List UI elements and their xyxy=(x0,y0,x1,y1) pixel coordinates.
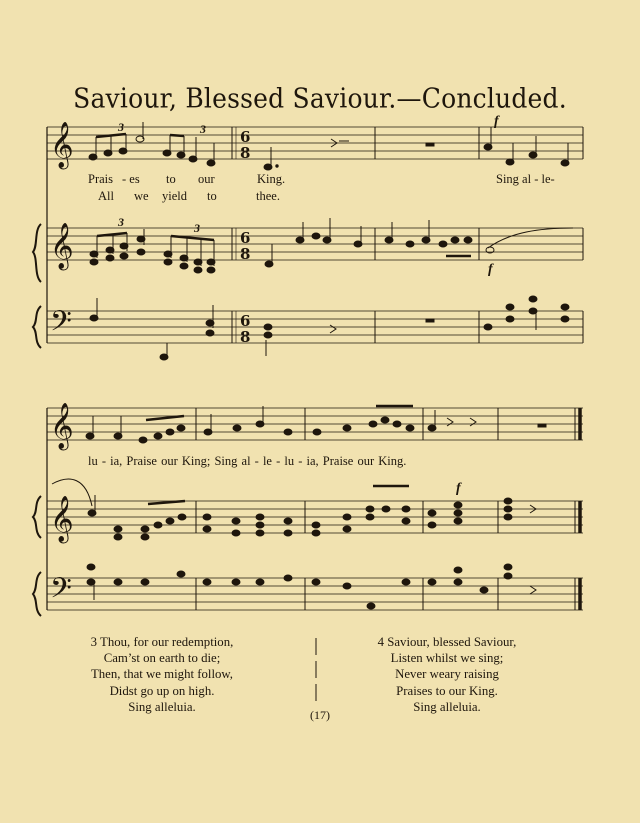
verse-line: Never weary raising xyxy=(395,667,499,682)
verse-line: Cam’st on earth to die; xyxy=(103,651,221,666)
svg-text:6: 6 xyxy=(240,312,251,330)
verse-line: Didst go up on high. xyxy=(109,683,215,698)
voice-staff xyxy=(47,127,583,159)
triplet-mark: 3 xyxy=(200,122,206,136)
voice-notes-m2 xyxy=(86,406,546,443)
triplet-mark: 3 xyxy=(118,215,124,229)
lyric-syllable: King. xyxy=(257,172,286,186)
verse-line: 3 Thou, for our redemption, xyxy=(90,635,234,649)
bass-notes-m1 xyxy=(90,296,569,360)
triplet-mark: 3 xyxy=(118,120,124,134)
verse-line: Then, that we might follow, xyxy=(90,667,234,682)
triplet-mark: 3 xyxy=(194,221,200,235)
time-signature xyxy=(240,128,250,346)
verse-line: Sing alleluia. xyxy=(128,699,196,714)
dynamic-forte: f xyxy=(456,481,461,496)
lyric-syllable: to xyxy=(166,172,176,186)
svg-text:8: 8 xyxy=(240,328,251,346)
treble-clef-icon: 𝄞 xyxy=(50,403,74,449)
verse-line: Sing alleluia. xyxy=(413,699,481,714)
treble-clef-icon: 𝄞 xyxy=(50,223,74,269)
lyric-syllable: to xyxy=(207,189,217,203)
lyric-syllable: - es xyxy=(122,172,140,186)
lyrics-line-3: lu - ia, Praise our King; Sing al - le - lu - ia, Praise our King. xyxy=(88,454,407,468)
treble-clef-icon: 𝄞 xyxy=(50,122,74,168)
system-1 xyxy=(33,127,583,348)
svg-text:8: 8 xyxy=(240,144,251,162)
dynamic-forte: f xyxy=(494,114,499,129)
verse-line: Listen whilst we sing; xyxy=(390,651,504,666)
lyric-syllable: Prais xyxy=(88,172,113,186)
lyric-syllable: yield xyxy=(162,189,187,203)
bass-staff xyxy=(47,311,583,343)
lyric-syllable: our xyxy=(198,172,215,186)
svg-text:6: 6 xyxy=(240,229,251,247)
verse-3 xyxy=(72,634,252,715)
verse-4 xyxy=(352,634,542,715)
verse-line: 4 Saviour, blessed Saviour, xyxy=(377,635,517,649)
lyric-syllable: Sing al - le- xyxy=(496,172,555,186)
treble-notes-m1 xyxy=(90,218,573,273)
svg-text:8: 8 xyxy=(240,245,251,263)
voice-notes-m1 xyxy=(89,122,569,170)
treble-clef-icon: 𝄞 xyxy=(50,496,74,542)
svg-text:6: 6 xyxy=(240,128,251,146)
lyric-syllable: thee. xyxy=(256,189,280,203)
dynamic-forte: f xyxy=(488,262,493,277)
bass-clef-icon: 𝄢 xyxy=(50,572,72,612)
lyric-syllable: we xyxy=(134,189,149,203)
verse-line: Praises to our King. xyxy=(396,683,498,698)
lyric-syllable: All xyxy=(98,189,114,203)
page-number: (17) xyxy=(310,708,330,722)
treble-notes-m2 xyxy=(52,479,536,540)
page-title: Saviour, Blessed Saviour.—Concluded. xyxy=(73,82,567,115)
bass-clef-icon: 𝄢 xyxy=(50,305,72,345)
